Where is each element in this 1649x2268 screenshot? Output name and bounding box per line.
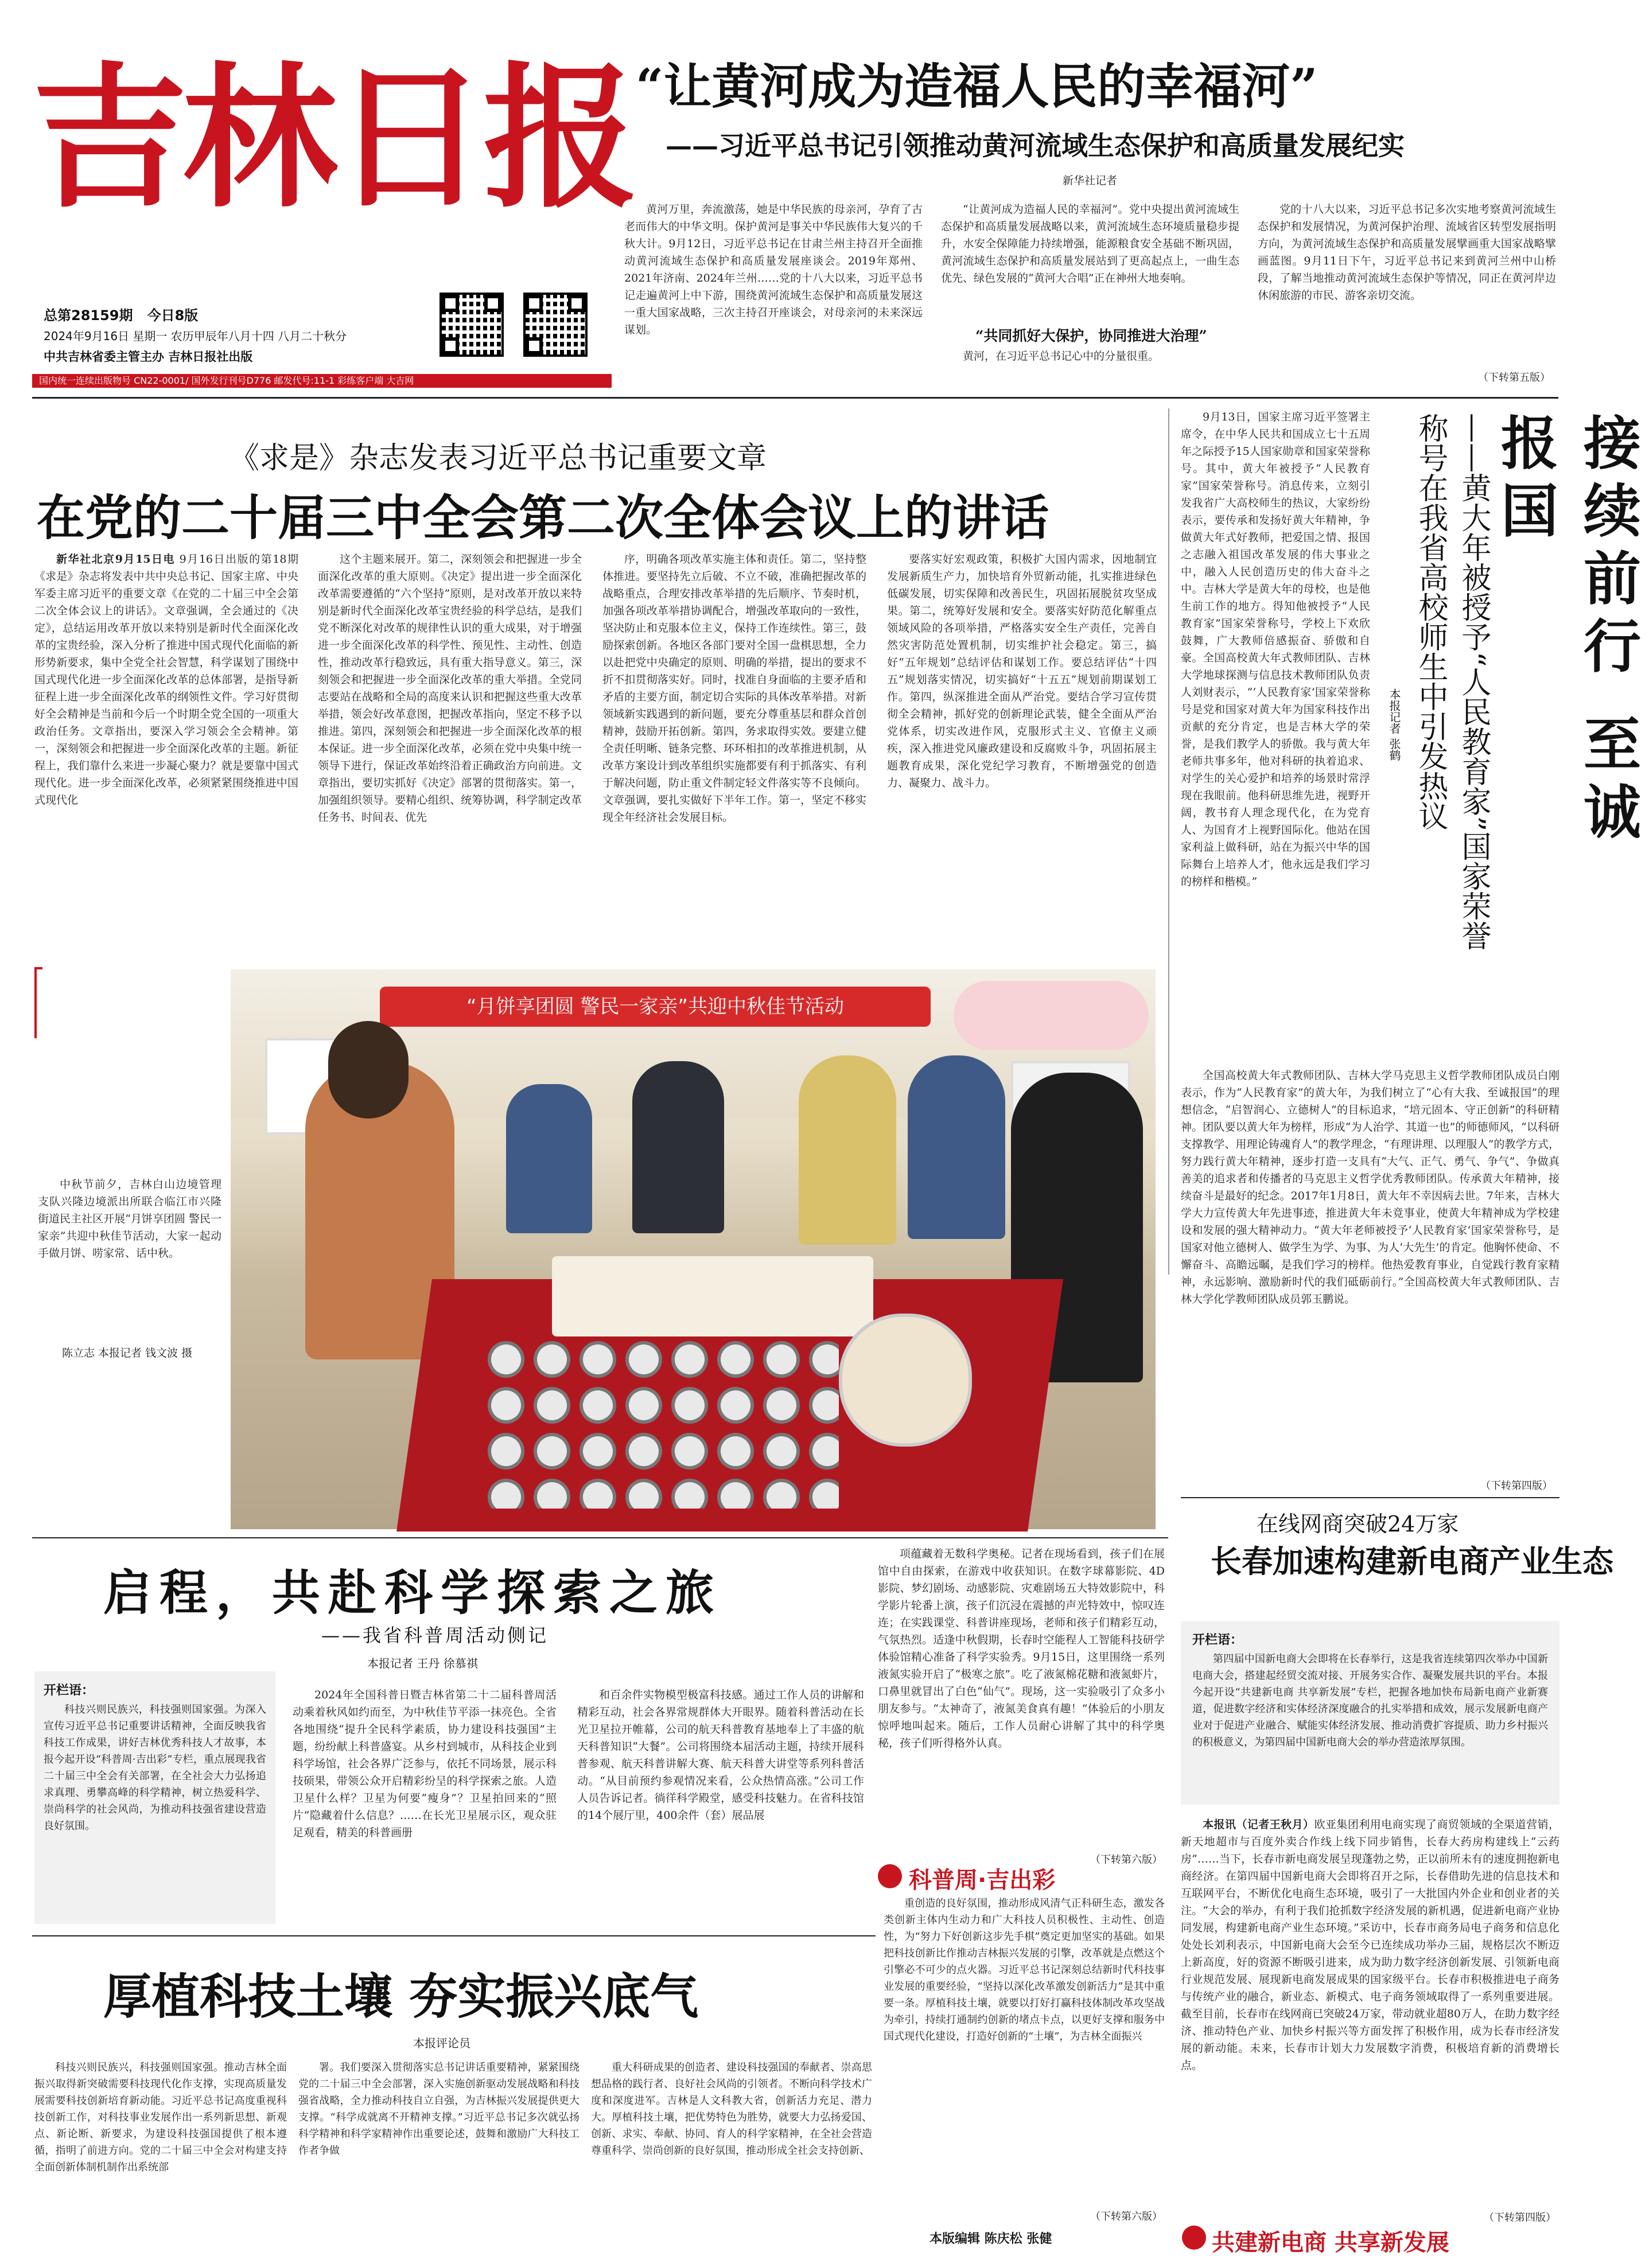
masthead-logo: 吉林日报 <box>32 46 633 229</box>
commentary-headline: 厚植科技土壤 夯实振兴底气 <box>103 1968 699 2025</box>
qr-code-icon[interactable] <box>523 293 588 357</box>
science-byline: 本报记者 王丹 徐慕祺 <box>367 1657 478 1670</box>
jiexu-subhead: ——黄大年被授予“人民教育家”国家荣誉称号在我省高校师生中引发热议 <box>1413 413 1491 951</box>
lead-column-3: 党的十八大以来，习近平总书记多次实地考察黄河流域生态保护和发展情况，为黄河保护治理、流域省区转型发展指明方向，为黄河流域生态保护和高质量发展擘画重大国家战略擘画蓝图。9月11日下午，习近平总书记来到黄河兰州中山桥段，了解当地推动黄河流域生态保护等情况，同正在黄河岸边休闲旅游的市民、游客亲切交流。 <box>1258 203 1556 302</box>
commentary-column-1: 科技兴则民族兴，科技强则国家强。推动吉林全面振兴取得新突破需要科技现代化作支撑，实现高质量发展需要科技创新培育新动能。习近平总书记高度重视科技创新工作，对科技事业发展作出一系列新思想、新观点、新论断、新要求，为建设科技强国提供了根本遵循，指明了前进方向。党的二十届三中全会对构建支持全面创新体制机制作出系统部 <box>34 2062 287 2173</box>
wall-decoration <box>954 981 1149 1050</box>
ecommerce-headline: 长春加速构建新电商产业生态 <box>1211 1543 1613 1580</box>
ecommerce-jump[interactable]: （下转第四版） <box>1484 2212 1556 2224</box>
person-dark-shirt <box>632 1061 724 1233</box>
mooncake-molds <box>483 1336 839 1509</box>
dough-plate <box>839 1314 972 1447</box>
jiexu-column-2: 全国高校黄大年式教师团队、吉林大学马克思主义哲学教师团队成员白刚表示，作为“人民教育家”的黄大年，为我们树立了“心有大我、至诚报国”的理想信念，“启智润心、立德树人”的目标追求，“培元固本、守正创新”的科研精神。团队要以黄大年为榜样，形成“为人治学、其道一也”的师德师风，“以科研支撑教学、用理论铸魂育人”的教学理念，“有理讲理、以理服人”的教学方式，努力践行黄大年精神，逐步打造一支具有“大气、正气、勇气、争气”、争做真善美的追求者和传播者的马克思主义哲学优秀教师团队。传承黄大年精神，接续奋斗是最好的纪念。2017年1月8日，黄大年不幸因病去世。7年来，吉林大学大力宣传黄大年先进事迹，推进黄大年未竟事业，使黄大年精神成为学校建设和发展的强大精神动力。“黄大年老师被授予‘人民教育家’国家荣誉称号，是国家对他立德树人、做学生为学、为事、为人‘大先生’的肯定。他胸怀使命、不懈奋斗、高瞻远瞩，是我们学习的榜样。他热爱教育事业，自觉践行教育家精神，永远影响、激励新时代的我们砥砺前行。”全国高校黄大年式教师团队、吉林大学化学教师团队成员郭玉鹏说。 <box>1181 1069 1559 1306</box>
photo-banner: “月饼享团圆 警民一家亲”共迎中秋佳节活动 <box>380 987 931 1027</box>
science-column-2: 和百余件实物模型极富科技感。通过工作人员的讲解和精彩互动，社会各界常规群体大开眼界。随着科普活动在长光卫星拉开帷幕，公司的航天科普教育基地奉上了丰盛的航天科普知识“大餐”。公司将围绕本届活动主题，持续开展科普参观、航天科普讲解大赛、航天科普大讲堂等系列科普活动。“从目前预约参观情况来看，公众热情高涨。”公司工作人员告诉记者。徜徉科学殿堂，感受科技魅力。在省科技馆的14个展厅里，400余件（套）展品展 <box>577 1689 864 1822</box>
box-text: 第四届中国新电商大会即将在长春举行，这是我省连续第四次举办中国新电商大会，搭建起经贸交流对接、开展务实合作、凝聚发展共识的平台。本报今起开设“共建新电商 共享新发展”专栏，把握各地加快布局新电商产业新赛道，促进数字经济和实体经济深度融合的扎实举措和成效，展示发展新电商产业对于促进产业融合、赋能实体经济发展、推动消费扩容提质、助力乡村振兴的积极意义，为第四届中国新电商大会的举办营造浓厚氛围。 <box>1192 1653 1548 1748</box>
lead-subhead: ——习近平总书记引领推动黄河流域生态保护和高质量发展纪实 <box>666 130 1405 161</box>
box-title: 开栏语： <box>44 1684 95 1698</box>
qiushi-column-4: 要落实好宏观政策，积极扩大国内需求，因地制宜发展新质生产力，加快培育外贸新动能，扎实推进绿色低碳发展，切实保障和改善民生，巩固拓展脱贫攻坚成果。第二，统筹好发展和安全。要落实好防范化解重点领域风险的各项举措，严格落实安全生产责任，完善自然灾害防范处置机制，切实维护社会稳定。第三，搞好“五年规划”总结评估和谋划工作。要总结评估“十四五”规划落实情况，切实搞好“十五五”规划前期谋划工作。第四，纵深推进全面从严治党。要结合学习宣传贯彻全会精神，抓好党的创新理论武装，健全全面从严治党体系，切实改进作风，克服形式主义、官僚主义顽疾，深入推进党风廉政建设和反腐败斗争，巩固拓展主题教育成果，深化党纪学习教育，不断增强党的创造力、凝聚力、战斗力。 <box>887 553 1157 789</box>
sponsor-line: 中共吉林省委主管主办 吉林日报社出版 <box>44 350 253 364</box>
qiushi-dateline: 新华社北京9月15日电 <box>56 553 176 566</box>
ecommerce-column-badge: 共建新电商 共享新发展 <box>1212 2230 1449 2256</box>
jiexu-jump[interactable]: （下转第四版） <box>1480 1480 1553 1492</box>
lead-headline: “让黄河成为造福人民的幸福河” <box>636 58 1318 115</box>
box-title: 开栏语： <box>1192 1633 1243 1647</box>
qr-code-icon[interactable] <box>440 293 504 357</box>
jiexu-headline: 接续前行 至诚报国 <box>1491 413 1642 849</box>
commentary-column-2: 署。我们要深入贯彻落实总书记讲话重要精神，紧紧围绕党的二十届三中全会部署，深入实施创新驱动发展战略和科技强省战略，全力推动科技自立自强，为吉林振兴发展提供更大支撑。“科学成就离不开精神支撑。”习近平总书记多次就弘扬科学精神和科学家精神作出重要论述，鼓舞和激励广大科技工作者争做 <box>298 2062 580 2157</box>
commentary-jump[interactable]: （下转第六版） <box>1090 2211 1162 2223</box>
lead-section-title: “共同抓好大保护，协同推进大治理” <box>975 328 1207 344</box>
badge-swirl-icon <box>1182 2226 1206 2250</box>
mooncake-board <box>552 1256 873 1336</box>
person-yellow-shirt <box>799 1055 896 1245</box>
commentary-column-4: 重创造的良好氛围，推动形成风清气正科研生态，激发各类创新主体内生动力和广大科技人员积极性、主动性、创造性，为“努力下好创新这步先手棋”奠定更加坚实的基础。如果把科技创新比作推动吉林振兴发展的引擎，改革就是点燃这个引擎必不可少的点火器。习近平总书记深刻总结新时代科技事业发展的重要经验，“坚持以深化改革激发创新活力”是其中重要一条。厚植科技土壤，就要以打好打赢科技体制改革攻坚战为牵引，持续打通制约创新的堵点卡点，以更好支撑和服务中国式现代化建设，打造好创新的“土壤”，为吉林全面振兴 <box>884 1897 1165 2043</box>
divider <box>1181 1497 1559 1498</box>
divider <box>32 397 1558 399</box>
caption-corner-mark <box>34 967 42 1038</box>
column-rule <box>1168 408 1169 1275</box>
qiushi-column-3: 序，明确各项改革实施主体和责任。第二，坚持整体推进。要坚持先立后破、不立不破，准确把握改革的战略重点，合理安排改革举措的先后顺序、节奏时机，加强各项改革举措协调配合，增强改革取向的一致性，坚决防止和克服本位主义，保持工作连续性。第三，鼓励探索创新。各地区各部门要对全国一盘棋思想，全力以赴把党中央确定的原则、明确的举措，提出的要求不折不扣贯彻落实好。同时，找准自身面临的主要矛盾和矛盾的主要方面，制定切合实际的具体改革举措。对新领域新实践遇到的新问题，要充分尊重基层和群众首创精神，鼓励开拓创新。第四，务求取得实效。要建立健全责任明晰、链条完整、环环相扣的改革推进机制，从改革方案设计到改革组织实施都要有利于抓落实、有利于解决问题，防止重文件制定轻文件落实等不良倾向。文章强调，要扎实做好下半年工作。第一，坚定不移实现全年经济社会发展目标。 <box>602 553 866 824</box>
ecommerce-dateline: 本报讯（记者王秋月） <box>1203 1818 1314 1831</box>
photo-caption: 中秋节前夕，吉林白山边境管理支队兴隆边境派出所联合临江市兴隆街道民主社区开展“月饼享团圆 警民一家亲”共迎中秋佳节活动，大家一起动手做月饼、唠家常、话中秋。 <box>38 1178 221 1260</box>
badge-swirl-icon <box>878 1864 902 1888</box>
box-text: 科技兴则民族兴，科技强则国家强。为深入宣传习近平总书记重要讲话精神，全面反映我省科技工作成果，讲好吉林优秀科技人才故事，本报今起开设“科普周·吉出彩”专栏，重点展现我省二十届三中全会有关部署，在全社会大力弘扬追求真理、勇攀高峰的科学精神，树立热爱科学、崇尚科学的社会风尚，为推动科技强省建设营造良好氛围。 <box>44 1704 266 1832</box>
issue-line <box>44 304 198 324</box>
ecommerce-body: 本报讯（记者王秋月）欧亚集团利用电商实现了商贸领域的全渠道营销，新天地超市与百度外卖合作线上线下同步销售，长春大药房构建线上“云药房”……当下，长春市新电商发展呈现蓬勃之势，正以前所未有的速度拥抱新电商经济。在第四届中国新电商大会即将召开之际，长春借助先进的信息技术和互联网平台，不断优化电商生态环境，吸引了一大批国内外企业和创业者的关注。“大会的举办，有利于我们抢抓数字经济发展的新机遇，促进新电商产业协同发展，构建新电商产业生态环境。”采访中，长春市商务局电子商务和信息化处处长刘利表示，中国新电商大会至今已连续成功举办三届，规格层次不断迈上新高度，好的资源不断吸引进来，成为助力数字经济创新发展、引领新电商行业规范发展、展现新电商发展成果的国家级平台。长春市积极推进电子商务与传统产业的融合，新业态、新模式、电子商务领域取得了一系列重要进展。截至目前，长春市在线网商已突破24万家，带动就业超80万人，在助力数字经济、推动特色产业、加快乡村振兴等方面发挥了积极作用，成为长春市经济发展的新动能。未来，长春市计划大力发展数字消费，积极培育新的消费增长点。 <box>1181 1818 1559 2072</box>
commentary-byline: 本报评论员 <box>413 2036 470 2050</box>
science-headline: 启程，共赴科学探索之旅 <box>103 1564 722 1621</box>
lead-column-2b: 黄河，在习近平总书记心中的分量很重。 <box>963 350 1160 363</box>
qiushi-headline: 在党的二十届三中全会第二次全体会议上的讲话 <box>37 489 1049 546</box>
divider <box>32 1935 876 1936</box>
issue-number: 总第28159期 <box>44 307 133 324</box>
ecommerce-kicker: 在线网商突破24万家 <box>1257 1511 1459 1537</box>
person-head <box>328 1021 409 1119</box>
person-police <box>908 1055 1005 1239</box>
commentary-column-3: 重大科研成果的创造者、建设科技强国的奉献者、崇高思想品格的践行者、良好社会风尚的引领者。不断向科学技术广度和深度进军。吉林是人文科教大省，创新活力充足、潜力大。厚植科技土壤，把优势特色为胜势，就要大力弘扬爱国、创新、求实、奉献、协同、育人的科学家精神，在全社会营造尊重科学、崇尚创新的良好氛围，推动形成全社会支持创新、 <box>591 2062 872 2157</box>
science-column-badge: 科普周·吉出彩 <box>909 1867 1056 1893</box>
lead-column-2: “让黄河成为造福人民的幸福河”。党中央提出黄河流域生态保护和高质量发展战略以来，黄河流域生态环境质量稳步提升，水安全保障能力持续增强，能源粮食安全基础不断巩固，黄河流域生态保护和高质量发展站到了更高起点上，一曲生态优先、绿色发展的“黄河大合唱”正在神州大地奏响。 <box>941 203 1239 285</box>
person-police <box>506 1084 592 1233</box>
science-column-1: 2024年全国科普日暨吉林省第二十二届科普周活动乘着秋风如约而至，为中秋佳节平添一抹亮色。全省各地围绕“提升全民科学素质，协力建设科技强国”主题，纷纷献上科普盛宴。从乡村到城市，从科技企业到科学场馆，社会各界广泛参与，依托不同场景，展示科技硕果，带领公众开启精彩纷呈的科学探索之旅。人造卫星什么样？卫星为何要“瘦身”？卫星拍回来的“照片”隐藏着什么信息？……在长光卫星展示区，观众驻足观看，精美的科普画册 <box>293 1689 557 1839</box>
jiexu-column-1: 9月13日，国家主席习近平签署主席令，在中华人民共和国成立七十五周年之际授予15人国家勋章和国家荣誉称号。其中，黄大年被授予“人民教育家”国家荣誉称号。消息传来，立刻引发我省广大高校师生的热议，大家纷纷表示，要传承和发扬好黄大年精神，争做黄大年式好教师，把爱国之情、报国之志融入祖国改革发展的伟大事业之中，融入人民创造历史的伟大奋斗之中。吉林大学是黄大年的母校，也是他生前工作的地方。得知他被授予“人民教育家”国家荣誉称号，学校上下欢欣鼓舞，广大教师倍感振奋、骄傲和自豪。全国高校黄大年式教师团队、吉林大学地球探测与信息技术教师团队负责人刘财表示，“‘人民教育家’国家荣誉称号是党和国家对黄大年为国家科技作出贡献的充分肯定，也是吉林大学的荣誉，是我们教学人的骄傲。我与黄大年老师共事多年，他对科研的执着追求、对学生的关心爱护和培养的场景时常浮现在我眼前。他科研思维先进，视野开阔，教书育人理念现代化，在为党育人、为国育才上视野国际化。他站在国家利益上做科研，站在为振兴中华的国际舞台上培养人才，他永远是我们学习的榜样和楷模。” <box>1181 411 1370 888</box>
science-intro-box <box>34 1671 275 1924</box>
qiushi-column-2: 这个主题来展开。第二，深刻领会和把握进一步全面深化改革的重大原则。《决定》提出进一步全面深化改革需要遵循的“六个坚持”原则，是对改革开放以来特别是新时代全面深化改革宝贵经验的科学总结，是我们党不断深化对改革的规律性认识的重大成果，对于增强进一步全面深化改革的科学性、预见性、主动性、创造性，推动改革行稳致远，具有重大指导意义。第三，深刻领会和把握进一步全面深化改革的重大举措。全党同志要站在战略和全局的高度来认识和把握这些重大改革举措，领会好改革意图，把握改革指向，坚定不移予以推进。第四，深刻领会和把握进一步全面深化改革的根本保证。进一步全面深化改革，必须在党中央集中统一领导下进行，保证改革始终沿着正确政治方向前进。文章指出，要切实抓好《决定》部署的贯彻落实。第一，加强组织领导。要精心组织、统筹协调，科学制定改革任务书、时间表、优先 <box>318 553 582 824</box>
science-subhead: ——我省科普周活动侧记 <box>321 1624 549 1646</box>
page-editor: 本版编辑 陈庆松 张健 <box>929 2232 1052 2246</box>
qiushi-kicker: 《求是》杂志发表习近平总书记重要文章 <box>230 441 767 476</box>
qiushi-column-1: 新华社北京9月15日电 9月16日出版的第18期《求是》杂志将发表中共中央总书记、国家主席、中央军委主席习近平的重要文章《在党的二十届三中全会第二次全体会议上的讲话》。文章强调，全会通过的《决定》，总结运用改革开放以来特别是新时代全面深化改革的宝贵经验，深入分析了推进中国式现代化面临的新形势新要求，集中全党全社会智慧，科学谋划了围绕中国式现代化进一步全面深化改革的总体部署，是指导新征程上进一步全面深化改革的纲领性文件。学习好贯彻好全会精神是当前和今后一个时期全党全国的一项重大政治任务。文章指出，要深入学习领会全会精神。第一，深刻领会和把握进一步全面深化改革的主题。新征程上，我们靠什么来进一步凝心聚力？就是要靠中国式现代化。进一步全面深化改革，必须紧紧围绕推进中国式现代化 <box>34 553 298 806</box>
news-photo[interactable] <box>231 969 1156 1529</box>
publication-info-bar: 国内统一连续出版物号 CN22-0001/ 国外发行刊号D776 邮发代号:11-1 彩练客户端 大吉网 <box>32 374 612 388</box>
ecommerce-intro-box <box>1181 1621 1559 1805</box>
jiexu-byline: 本报记者 张鹤 <box>1387 688 1401 761</box>
photo-credit: 陈立志 本报记者 钱文波 摄 <box>62 1347 193 1359</box>
lead-byline: 新华社记者 <box>1063 174 1118 187</box>
page-count: 今日8版 <box>147 307 199 324</box>
lead-column-1: 黄河万里，奔流激荡，她是中华民族的母亲河，孕育了古老而伟大的中华文明。保护黄河是事关中华民族伟大复兴的千秋大计。9月12日，习近平总书记在甘肃兰州主持召开全面推动黄河流域生态保护和高质量发展座谈会。2019年郑州、2021年济南、2024年兰州……党的十八大以来，习近平总书记走遍黄河上中下游，围绕黄河流域生态保护和高质量发展这一重大国家战略，三次主持召开座谈会，对母亲河的未来深远谋划。 <box>624 203 923 336</box>
science-column-3: 项蕴藏着无数科学奥秘。记者在现场看到，孩子们在展馆中自由探索，在游戏中收获知识。在数字球幕影院、4D影院、梦幻剧场、动感影院、灾难剧场五大特效影院中，科学影片轮番上演，孩子们沉浸在震撼的声光特效中，惊叹连连；在实践课堂、科普讲座现场，老师和孩子们精彩互动，气氛热烈。适逢中秋假期，长春时空能程人工智能科技研学体验馆精心准备了科学实验秀。9月15日，这里围绕一系列液氮实验开启了“极寒之旅”。吃了液氮棉花糖和液氮虾片，口鼻里就冒出了白色“仙气”。现场，这一实验吸引了众多小朋友参与。“太神奇了，液氮美食真有趣！”体验后的小朋友惊呼地叫起来。随后，工作人员耐心讲解了其中的科学奥秘，孩子们听得格外认真。 <box>878 1548 1165 1749</box>
divider <box>32 1537 1168 1538</box>
lead-jump[interactable]: （下转第五版） <box>1478 372 1550 384</box>
issue-date: 2024年9月16日 星期一 农历甲辰年八月十四 八月二十秋分 <box>44 329 347 343</box>
science-jump[interactable]: （下转第六版） <box>1090 1854 1162 1866</box>
